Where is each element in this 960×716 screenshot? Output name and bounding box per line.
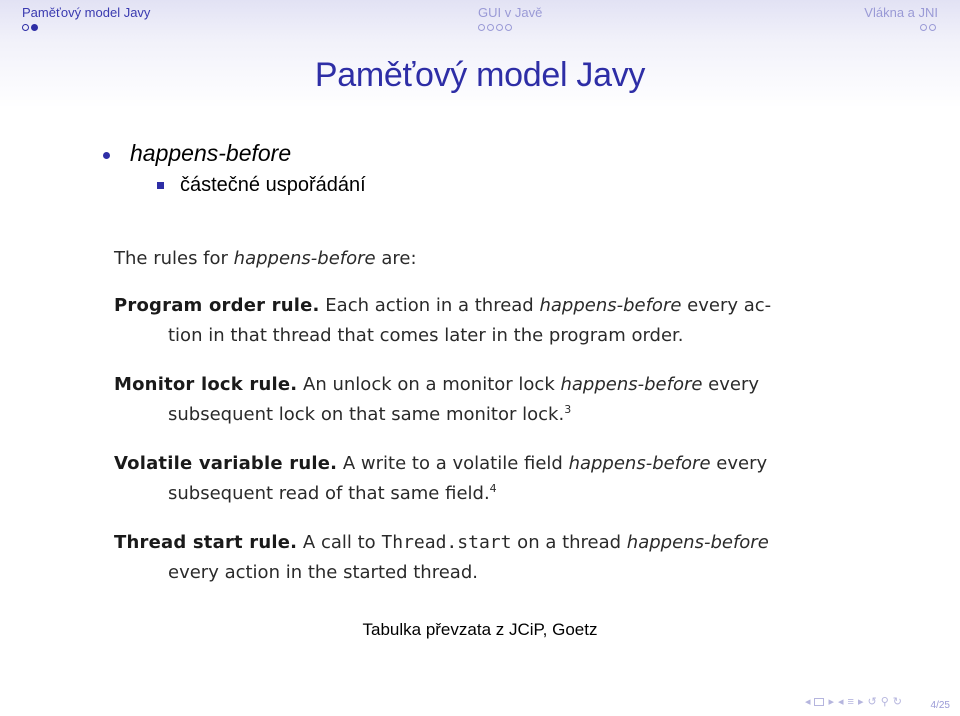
nav-progress-dots [864,24,938,34]
frame-dot-icon[interactable] [505,24,512,31]
rule-text: tion in that thread that comes later in the program order. [168,325,684,346]
nav-redo-icon[interactable]: ↻ [892,696,902,708]
bullet-item [100,140,366,172]
nav-undo-icon[interactable]: ↺ [867,696,877,708]
nav-progress-dots [478,24,542,34]
frame-title: Paměťový model Javy [314,56,646,94]
beamer-navigation [805,694,902,710]
nav-next-icon[interactable]: ▸ [828,696,835,708]
footnote-marker: 3 [564,403,572,416]
frame-dot-icon[interactable] [487,24,494,31]
source-caption: Tabulka převzata z JCiP, Goetz [362,620,598,639]
bullet-square-icon [157,182,164,189]
nav-section-vlakna[interactable] [864,5,938,34]
nav-subsection-icon[interactable]: ≡ [847,696,854,708]
bullet-text: happens-before [130,140,292,166]
rule-text: subsequent lock on that same monitor lock. [168,404,565,425]
rule-text: on a thread [511,532,627,553]
rule-monitor-lock [114,370,849,430]
bullet-circle-icon [103,152,110,159]
rule-text: A call to [297,532,382,553]
rule-text: every ac- [681,295,772,316]
rule-term: happens-before [539,295,682,316]
frame-dot-current-icon[interactable] [31,24,38,31]
book-excerpt [114,248,849,607]
rule-text: Each action in a thread [319,295,540,316]
nav-frame-icon[interactable] [814,698,824,706]
rule-text: every action in the started thread. [168,562,478,583]
nav-section-label: GUI v Javě [478,5,543,20]
rule-text: A write to a volatile field [337,453,569,474]
frame-dot-icon[interactable] [929,24,936,31]
rule-thread-start [114,528,849,588]
nav-section-label: Paměťový model Javy [22,5,151,20]
intro-suffix: are: [375,248,417,269]
bullet-list [100,140,366,197]
nav-section-pametovy-model[interactable] [22,5,150,34]
frame-dot-icon[interactable] [496,24,503,31]
rule-term: happens-before [626,532,769,553]
sub-bullet-item [100,174,366,197]
rule-term: happens-before [568,453,711,474]
excerpt-intro [114,248,849,269]
rule-term: happens-before [560,374,703,395]
rule-program-order [114,291,849,351]
rule-text: subsequent read of that same field. [168,483,490,504]
sub-bullet-text: částečné uspořádání [180,174,366,196]
nav-progress-dots [22,24,150,34]
rule-name: Thread start rule. [114,532,298,553]
rule-code: Thread.start [381,532,512,553]
frame-dot-icon[interactable] [920,24,927,31]
footnote-marker: 4 [489,482,497,495]
page-number: 4/25 [930,700,950,711]
rule-name: Program order rule. [114,295,320,316]
intro-prefix: The rules for [114,248,234,269]
nav-section-gui[interactable] [478,5,542,34]
rule-text: every [702,374,760,395]
frame-dot-icon[interactable] [478,24,485,31]
nav-next-section-icon[interactable]: ▸ [857,696,864,708]
frame-dot-icon[interactable] [22,24,29,31]
rule-name: Monitor lock rule. [114,374,298,395]
nav-search-icon[interactable]: ⚲ [880,696,889,708]
intro-term: happens-before [233,248,376,269]
nav-section-label: Vláknа a JNI [864,5,938,20]
rule-text: every [710,453,768,474]
nav-prev-section-icon[interactable]: ◂ [838,696,844,708]
nav-prev-icon[interactable]: ◂ [804,696,811,708]
rule-volatile-variable [114,449,849,509]
rule-name: Volatile variable rule. [114,453,338,474]
rule-text: An unlock on a monitor lock [297,374,561,395]
